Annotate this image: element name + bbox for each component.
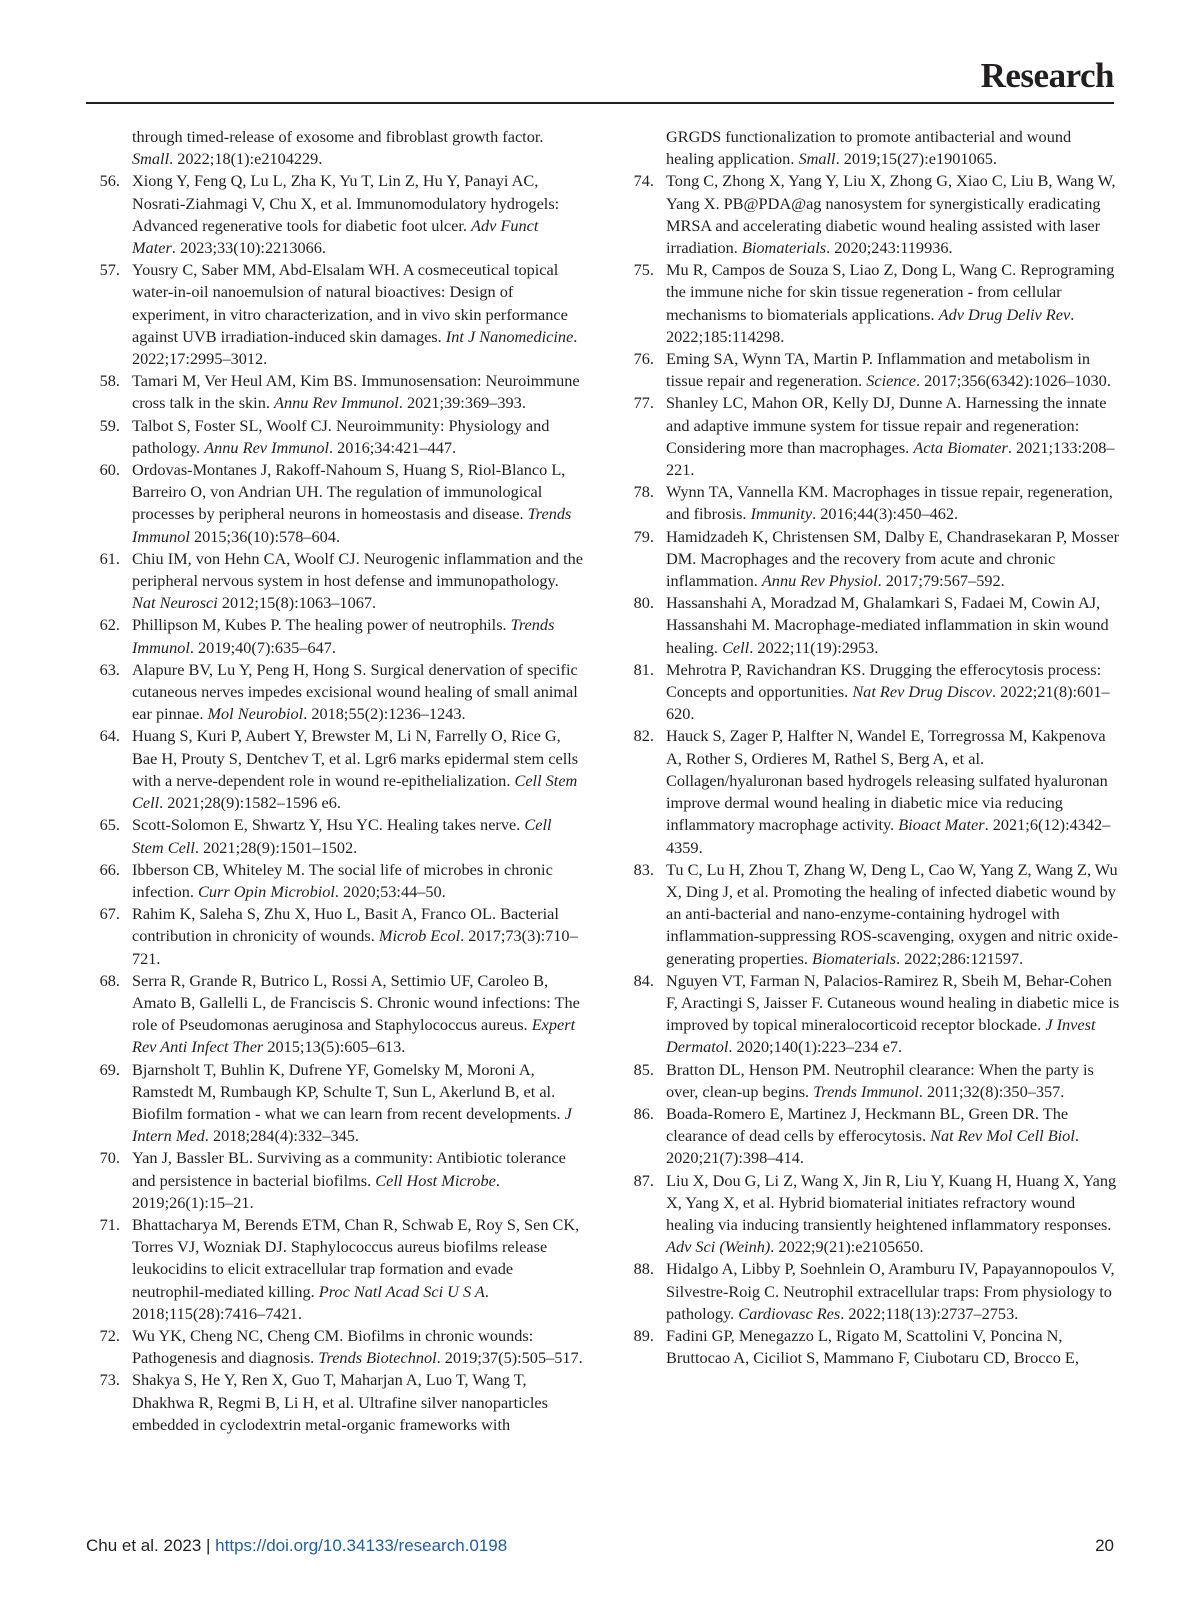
reference-body: Ordovas-Montanes J, Rakoff-Nahoum S, Huang S, Riol-Blanco L, Barreiro O, von Andrian UH. The regulation of immunological processes by peripheral neurons in homeostasis and disease. bbox=[132, 460, 566, 524]
reference-body: Huang S, Kuri P, Aubert Y, Brewster M, Li N, Farrelly O, Rice G, Bae H, Prouty S, Dentchev T, et al. Lgr6 marks epidermal stem cells with a nerve-dependent role in wound re-epithelialization. bbox=[132, 726, 579, 790]
reference-body: Yan J, Bassler BL. Surviving as a community: Antibiotic tolerance and persistence in bacterial biofilms. bbox=[132, 1148, 566, 1190]
journal-name: Biomaterials bbox=[812, 948, 897, 968]
reference-entry bbox=[620, 259, 1120, 348]
reference-number: 79. bbox=[633, 526, 654, 546]
reference-entry bbox=[86, 903, 586, 970]
reference-details: . 2011;32(8):350–357. bbox=[918, 1081, 1065, 1101]
reference-entry bbox=[86, 725, 586, 814]
reference-body: Bratton DL, Henson PM. Neutrophil clearance: When the party is over, clean-up begins. bbox=[666, 1059, 1094, 1101]
reference-text bbox=[666, 1170, 1120, 1259]
journal-name: Cell bbox=[722, 637, 750, 657]
reference-text bbox=[132, 1147, 586, 1214]
reference-number: 67. bbox=[99, 904, 120, 924]
reference-number: 58. bbox=[99, 371, 120, 391]
reference-entry bbox=[86, 970, 586, 1059]
reference-text bbox=[132, 970, 586, 1059]
reference-number: 66. bbox=[99, 859, 120, 879]
reference-entry bbox=[86, 1214, 586, 1325]
references-left-column bbox=[86, 126, 586, 1436]
journal-name: Adv Sci (Weinh) bbox=[666, 1237, 771, 1257]
reference-text bbox=[132, 370, 586, 414]
reference-number: 81. bbox=[633, 659, 654, 679]
reference-entry bbox=[620, 170, 1120, 259]
reference-text bbox=[132, 903, 586, 970]
reference-entry bbox=[620, 526, 1120, 593]
reference-body: Alapure BV, Lu Y, Peng H, Hong S. Surgical denervation of specific cutaneous nerves impedes excisional wound healing of small animal ear pinnae. bbox=[132, 659, 578, 724]
reference-entry bbox=[620, 481, 1120, 525]
reference-text bbox=[666, 725, 1120, 858]
reference-entry bbox=[86, 370, 586, 414]
reference-text bbox=[666, 259, 1120, 348]
journal-name: Science bbox=[866, 371, 916, 391]
reference-details: 2015;13(5):605–613. bbox=[263, 1037, 406, 1057]
reference-text bbox=[132, 614, 586, 658]
journal-name: Microb Ecol bbox=[378, 926, 461, 946]
reference-text bbox=[132, 859, 586, 903]
reference-entry bbox=[86, 126, 586, 170]
journal-name: J Invest Dermatol bbox=[666, 1015, 1096, 1057]
reference-text bbox=[132, 548, 586, 615]
reference-body: Fadini GP, Menegazzo L, Rigato M, Scattolini V, Poncina N, Bruttocao A, Ciciliot S, Mammano F, Ciubotaru CD, Brocco E, bbox=[666, 1325, 1079, 1368]
reference-body: Mehrotra P, Ravichandran KS. Drugging the efferocytosis process: Concepts and opportunities. bbox=[666, 659, 1102, 702]
reference-entry bbox=[620, 970, 1120, 1059]
reference-body: Chiu IM, von Hehn CA, Woolf CJ. Neurogenic inflammation and the peripheral nervous system in host defense and immunopathology. bbox=[132, 548, 584, 591]
reference-entry bbox=[86, 814, 586, 858]
reference-body: Rahim K, Saleha S, Zhu X, Huo L, Basit A, Franco OL. Bacterial contribution in chronicity of wounds. bbox=[132, 904, 559, 946]
reference-text bbox=[666, 126, 1120, 170]
reference-number: 62. bbox=[99, 615, 120, 635]
reference-text bbox=[132, 459, 586, 548]
reference-number: 85. bbox=[633, 1059, 654, 1079]
reference-number: 70. bbox=[99, 1148, 120, 1168]
reference-entry bbox=[86, 459, 586, 548]
reference-number: 71. bbox=[99, 1214, 120, 1234]
reference-text bbox=[132, 1059, 586, 1148]
reference-body: Ibberson CB, Whiteley M. The social life of microbes in chronic infection. bbox=[132, 859, 553, 901]
reference-body: Nguyen VT, Farman N, Palacios-Ramirez R, Sbeih M, Behar-Cohen F, Aractingi S, Jaisser F. Cutaneous wound healing in diabetic mice is improved by topical mineralocorticoid receptor blockade. bbox=[666, 970, 1120, 1035]
reference-details: 2012;15(8):1063–1067. bbox=[217, 593, 377, 613]
reference-entry bbox=[620, 1258, 1120, 1325]
reference-text bbox=[132, 1369, 586, 1436]
reference-details: . 2020;243:119936. bbox=[826, 238, 953, 258]
reference-details: . 2019;37(5):505–517. bbox=[436, 1348, 583, 1368]
reference-details: . 2023;33(10):2213066. bbox=[171, 238, 327, 258]
reference-entry bbox=[86, 1059, 586, 1148]
reference-body: Tong C, Zhong X, Yang Y, Liu X, Zhong G, Xiao C, Liu B, Wang W, Yang X. PB@PDA@ag nanosystem for synergistically eradicating MRSA and accelerating diabetic wound healing assisted with laser irradiation. bbox=[666, 171, 1116, 258]
reference-number: 64. bbox=[99, 726, 120, 746]
reference-entry bbox=[86, 259, 586, 370]
reference-number: 76. bbox=[633, 349, 654, 369]
header-divider bbox=[86, 102, 1114, 104]
reference-body: Serra R, Grande R, Butrico L, Rossi A, Settimio UF, Caroleo B, Amato B, Gallelli L, de Franciscis S. Chronic wound infections: The role of Pseudomonas aeruginosa and Staphylococcus aureus. bbox=[132, 970, 580, 1035]
reference-text bbox=[132, 1325, 586, 1369]
reference-number: 59. bbox=[99, 415, 120, 435]
journal-name: Adv Funct Mater bbox=[132, 215, 539, 258]
reference-details: . 2019;15(27):e1901065. bbox=[835, 149, 997, 169]
reference-number: 87. bbox=[633, 1170, 654, 1190]
reference-details: . 2017;79:567–592. bbox=[877, 571, 1005, 591]
reference-text bbox=[666, 659, 1120, 726]
reference-number: 56. bbox=[99, 171, 120, 191]
reference-details: . 2022;21(8):601–620. bbox=[666, 682, 1110, 724]
reference-body: Eming SA, Wynn TA, Martin P. Inflammation and metabolism in tissue repair and regeneration. bbox=[666, 349, 1091, 391]
journal-name: Bioact Mater bbox=[898, 815, 985, 835]
reference-entry bbox=[86, 1369, 586, 1436]
reference-body: Tamari M, Ver Heul AM, Kim BS. Immunosensation: Neuroimmune cross talk in the skin. bbox=[132, 371, 580, 413]
reference-details: . 2021;28(9):1501–1502. bbox=[194, 837, 358, 857]
journal-name: Mol Neurobiol bbox=[207, 704, 304, 724]
journal-name: Cell Host Microbe bbox=[375, 1170, 496, 1190]
reference-number: 83. bbox=[633, 859, 654, 879]
reference-details: . 2021;133:208–221. bbox=[666, 437, 1115, 480]
reference-entry bbox=[620, 392, 1120, 481]
journal-name: Cell Stem Cell bbox=[132, 770, 578, 813]
reference-entry bbox=[620, 1325, 1120, 1369]
reference-text bbox=[666, 1103, 1120, 1170]
reference-details: . 2018;115(28):7416–7421. bbox=[132, 1281, 489, 1323]
reference-number: 82. bbox=[633, 726, 654, 746]
reference-entry bbox=[86, 170, 586, 259]
reference-entry bbox=[86, 614, 586, 658]
reference-entry bbox=[620, 126, 1120, 170]
journal-name: Cardiovasc Res bbox=[738, 1303, 841, 1323]
reference-text bbox=[132, 259, 586, 370]
reference-body: Tu C, Lu H, Zhou T, Zhang W, Deng L, Cao W, Yang Z, Wang Z, Wu X, Ding J, et al. Promoting the healing of infected diabetic wound by an anti-bacterial and nano-enzyme-containing hydrogel with inflammation-suppressing ROS-scavenging, oxygen and nitric oxide-generating properties. bbox=[666, 859, 1119, 968]
reference-body: Xiong Y, Feng Q, Lu L, Zha K, Yu T, Lin Z, Hu Y, Panayi AC, Nosrati-Ziahmagi V, Chu X, et al. Immunomodulatory hydrogels: Advanced regenerative tools for diabetic foot ulcer. bbox=[132, 171, 560, 235]
reference-body: Hamidzadeh K, Christensen SM, Dalby E, Chandrasekaran P, Mosser DM. Macrophages and the recovery from acute and chronic inflammation. bbox=[666, 526, 1120, 591]
reference-number bbox=[86, 126, 132, 170]
reference-entry bbox=[86, 1147, 586, 1214]
reference-body: Wynn TA, Vannella KM. Macrophages in tissue repair, regeneration, and fibrosis. bbox=[666, 482, 1113, 524]
reference-number: 75. bbox=[633, 260, 654, 280]
reference-body: through timed-release of exosome and fibroblast growth factor. bbox=[132, 127, 544, 146]
reference-entry bbox=[620, 1059, 1120, 1103]
reference-details: . 2020;21(7):398–414. bbox=[666, 1126, 1079, 1168]
reference-number: 74. bbox=[633, 171, 654, 191]
reference-number: 68. bbox=[99, 970, 120, 990]
reference-number: 84. bbox=[633, 970, 654, 990]
reference-entry bbox=[620, 1170, 1120, 1259]
references-right-column bbox=[620, 126, 1120, 1369]
journal-name: Expert Rev Anti Infect Ther bbox=[132, 1015, 576, 1057]
reference-number: 61. bbox=[99, 548, 120, 568]
reference-text bbox=[666, 348, 1120, 392]
reference-text bbox=[132, 814, 586, 858]
journal-name: Adv Drug Deliv Rev bbox=[938, 304, 1071, 324]
reference-body: Hassanshahi A, Moradzad M, Ghalamkari S, Fadaei M, Cowin AJ, Hassanshahi M. Macrophage-mediated inflammation in skin wound healing. bbox=[666, 593, 1109, 657]
reference-body: Bjarnsholt T, Buhlin K, Dufrene YF, Gomelsky M, Moroni A, Ramstedt M, Rumbaugh KP, Schulte T, Sun L, Akerlund B, et al. Biofilm formation - what we can learn from recent developments. bbox=[132, 1059, 565, 1123]
reference-entry bbox=[620, 592, 1120, 659]
journal-name: Trends Immunol bbox=[132, 615, 555, 657]
reference-entry bbox=[620, 859, 1120, 970]
reference-number: 57. bbox=[99, 260, 120, 280]
reference-body: Wu YK, Cheng NC, Cheng CM. Biofilms in chronic wounds: Pathogenesis and diagnosis. bbox=[132, 1325, 534, 1368]
reference-body: Liu X, Dou G, Li Z, Wang X, Jin R, Liu Y, Kuang H, Huang X, Yang X, Yang X, et al. Hybrid biomaterial initiates refractory wound healing via inducing transiently heightened inflammatory responses. bbox=[666, 1170, 1117, 1234]
reference-details: . 2016;34:421–447. bbox=[329, 437, 457, 457]
reference-number: 86. bbox=[633, 1103, 654, 1123]
page-footer bbox=[86, 1536, 1114, 1556]
reference-details: . 2022;286:121597. bbox=[896, 948, 1024, 968]
reference-entry bbox=[620, 725, 1120, 858]
journal-name: Nat Neurosci bbox=[132, 593, 218, 613]
page-number: 20 bbox=[1095, 1536, 1114, 1555]
reference-number: 63. bbox=[99, 659, 120, 679]
reference-entry bbox=[86, 859, 586, 903]
reference-text bbox=[132, 415, 586, 459]
reference-details: . 2018;55(2):1236–1243. bbox=[303, 704, 466, 724]
reference-text bbox=[666, 859, 1120, 970]
reference-entry bbox=[86, 659, 586, 726]
reference-body: Hauck S, Zager P, Halfter N, Wandel E, Torregrossa M, Kakpenova A, Rother S, Ordieres M, Rathel S, Berg A, et al. Collagen/hyaluronan based hydrogels releasing sulfated hyaluronan improve dermal wound healing in diabetic mice via reducing inflammatory macrophage activity. bbox=[666, 726, 1108, 835]
reference-details: . 2022;11(19):2953. bbox=[749, 637, 879, 657]
doi-link[interactable]: https://doi.org/10.34133/research.0198 bbox=[215, 1536, 508, 1555]
reference-body: Boada-Romero E, Martinez J, Heckmann BL, Green DR. The clearance of dead cells by efferocytosis. bbox=[666, 1103, 1069, 1146]
reference-text bbox=[132, 1214, 586, 1325]
reference-body: GRGDS functionalization to promote antibacterial and wound healing application. bbox=[666, 127, 1072, 169]
journal-name: J Intern Med bbox=[132, 1103, 572, 1146]
reference-details: . 2020;53:44–50. bbox=[334, 881, 446, 901]
reference-text bbox=[666, 170, 1120, 259]
reference-text bbox=[666, 1325, 1120, 1369]
reference-text bbox=[666, 1258, 1120, 1325]
reference-text bbox=[666, 970, 1120, 1059]
journal-name: Trends Immunol bbox=[813, 1081, 919, 1101]
reference-details: . 2022;185:114298. bbox=[666, 304, 1075, 346]
reference-details: . 2019;26(1):15–21. bbox=[132, 1170, 500, 1212]
reference-body: Phillipson M, Kubes P. The healing power of neutrophils. bbox=[132, 615, 511, 635]
journal-name: Immunity bbox=[750, 504, 813, 524]
reference-text bbox=[666, 392, 1120, 481]
journal-name: Int J Nanomedicine bbox=[445, 326, 574, 346]
reference-entry bbox=[620, 348, 1120, 392]
reference-number: 69. bbox=[99, 1059, 120, 1079]
reference-entry bbox=[620, 659, 1120, 726]
reference-text bbox=[666, 592, 1120, 659]
reference-number: 78. bbox=[633, 482, 654, 502]
journal-name: Nat Rev Mol Cell Biol bbox=[930, 1126, 1075, 1146]
reference-text bbox=[666, 1059, 1120, 1103]
journal-section-title: Research bbox=[980, 56, 1114, 95]
reference-number: 60. bbox=[99, 460, 120, 480]
reference-entry bbox=[86, 1325, 586, 1369]
reference-text bbox=[132, 659, 586, 726]
reference-details: 2015;36(10):578–604. bbox=[189, 526, 341, 546]
reference-details: . 2020;140(1):223–234 e7. bbox=[728, 1037, 903, 1057]
footer-citation: Chu et al. 2023 | bbox=[86, 1536, 216, 1555]
reference-details: . 2021;6(12):4342–4359. bbox=[666, 815, 1111, 857]
reference-number: 88. bbox=[633, 1259, 654, 1279]
journal-name: Small bbox=[132, 149, 170, 169]
journal-name: Trends Biotechnol bbox=[318, 1348, 437, 1368]
journal-name: Acta Biomater bbox=[913, 437, 1008, 457]
reference-body: Mu R, Campos de Souza S, Liao Z, Dong L, Wang C. Reprograming the immune niche for skin tissue regeneration - from cellular mechanisms to biomaterials applications. bbox=[666, 260, 1115, 324]
reference-text bbox=[132, 126, 586, 170]
journal-name: Annu Rev Immunol bbox=[204, 437, 329, 457]
reference-number bbox=[620, 126, 666, 170]
journal-name: Annu Rev Physiol bbox=[761, 571, 878, 591]
reference-text bbox=[666, 481, 1120, 525]
reference-text bbox=[132, 170, 586, 259]
reference-text bbox=[132, 725, 586, 814]
reference-number: 89. bbox=[633, 1325, 654, 1345]
reference-details: . 2017;356(6342):1026–1030. bbox=[915, 371, 1111, 391]
reference-details: . 2019;40(7):635–647. bbox=[189, 637, 336, 657]
reference-number: 65. bbox=[99, 815, 120, 835]
reference-body: Shanley LC, Mahon OR, Kelly DJ, Dunne A. Harnessing the innate and adaptive immune system for tissue repair and regeneration: Considering more than macrophages. bbox=[666, 393, 1107, 457]
reference-body: Yousry C, Saber MM, Abd-Elsalam WH. A cosmeceutical topical water-in-oil nanoemulsion of natural bioactives: Design of experiment, in vitro characterization, and in vivo skin performance against UVB irradiation-induced skin damages. bbox=[132, 260, 568, 346]
journal-name: Curr Opin Microbiol bbox=[198, 881, 335, 901]
journal-name: Small bbox=[798, 149, 836, 169]
reference-entry bbox=[86, 415, 586, 459]
reference-body: Scott-Solomon E, Shwartz Y, Hsu YC. Healing takes nerve. bbox=[132, 815, 525, 835]
reference-details: . 2022;18(1):e2104229. bbox=[169, 149, 323, 169]
reference-details: . 2022;118(13):2737–2753. bbox=[840, 1303, 1019, 1323]
journal-name: Proc Natl Acad Sci U S A bbox=[318, 1281, 485, 1301]
journal-name: Biomaterials bbox=[741, 238, 827, 258]
reference-text bbox=[666, 526, 1120, 593]
reference-details: . 2017;73(3):710–721. bbox=[132, 926, 578, 968]
reference-details: . 2021;39:369–393. bbox=[398, 393, 526, 413]
reference-details: . 2018;284(4):332–345. bbox=[204, 1126, 360, 1146]
reference-body: Talbot S, Foster SL, Woolf CJ. Neuroimmunity: Physiology and pathology. bbox=[132, 415, 550, 457]
reference-body: Shakya S, He Y, Ren X, Guo T, Maharjan A, Luo T, Wang T, Dhakhwa R, Regmi B, Li H, et al. Ultrafine silver nanoparticles embedded in cyclodextrin metal-organic frameworks with bbox=[132, 1370, 548, 1434]
reference-body: Hidalgo A, Libby P, Soehnlein O, Aramburu IV, Papayannopoulos V, Silvestre-Roig C. Neutrophil extracellular traps: From physiology to pathology. bbox=[666, 1259, 1115, 1323]
reference-body: Bhattacharya M, Berends ETM, Chan R, Schwab E, Roy S, Sen CK, Torres VJ, Wozniak DJ. Staphylococcus aureus biofilms release leukocidins to elicit extracellular trap formation and evade neutrophil-mediated killing. bbox=[132, 1214, 580, 1301]
reference-number: 77. bbox=[633, 393, 654, 413]
journal-name: Trends Immunol bbox=[132, 504, 572, 546]
reference-details: . 2016;44(3):450–462. bbox=[812, 504, 959, 524]
journal-name: Nat Rev Drug Discov bbox=[852, 682, 993, 702]
reference-number: 73. bbox=[99, 1370, 120, 1390]
journal-name: Cell Stem Cell bbox=[132, 815, 552, 857]
reference-details: . 2022;17:2995–3012. bbox=[132, 326, 578, 369]
journal-name: Annu Rev Immunol bbox=[274, 393, 399, 413]
reference-details: . 2021;28(9):1582–1596 e6. bbox=[159, 793, 341, 813]
reference-number: 72. bbox=[99, 1325, 120, 1345]
reference-entry bbox=[620, 1103, 1120, 1170]
reference-entry bbox=[86, 548, 586, 615]
reference-number: 80. bbox=[633, 593, 654, 613]
reference-details: . 2022;9(21):e2105650. bbox=[770, 1237, 924, 1257]
